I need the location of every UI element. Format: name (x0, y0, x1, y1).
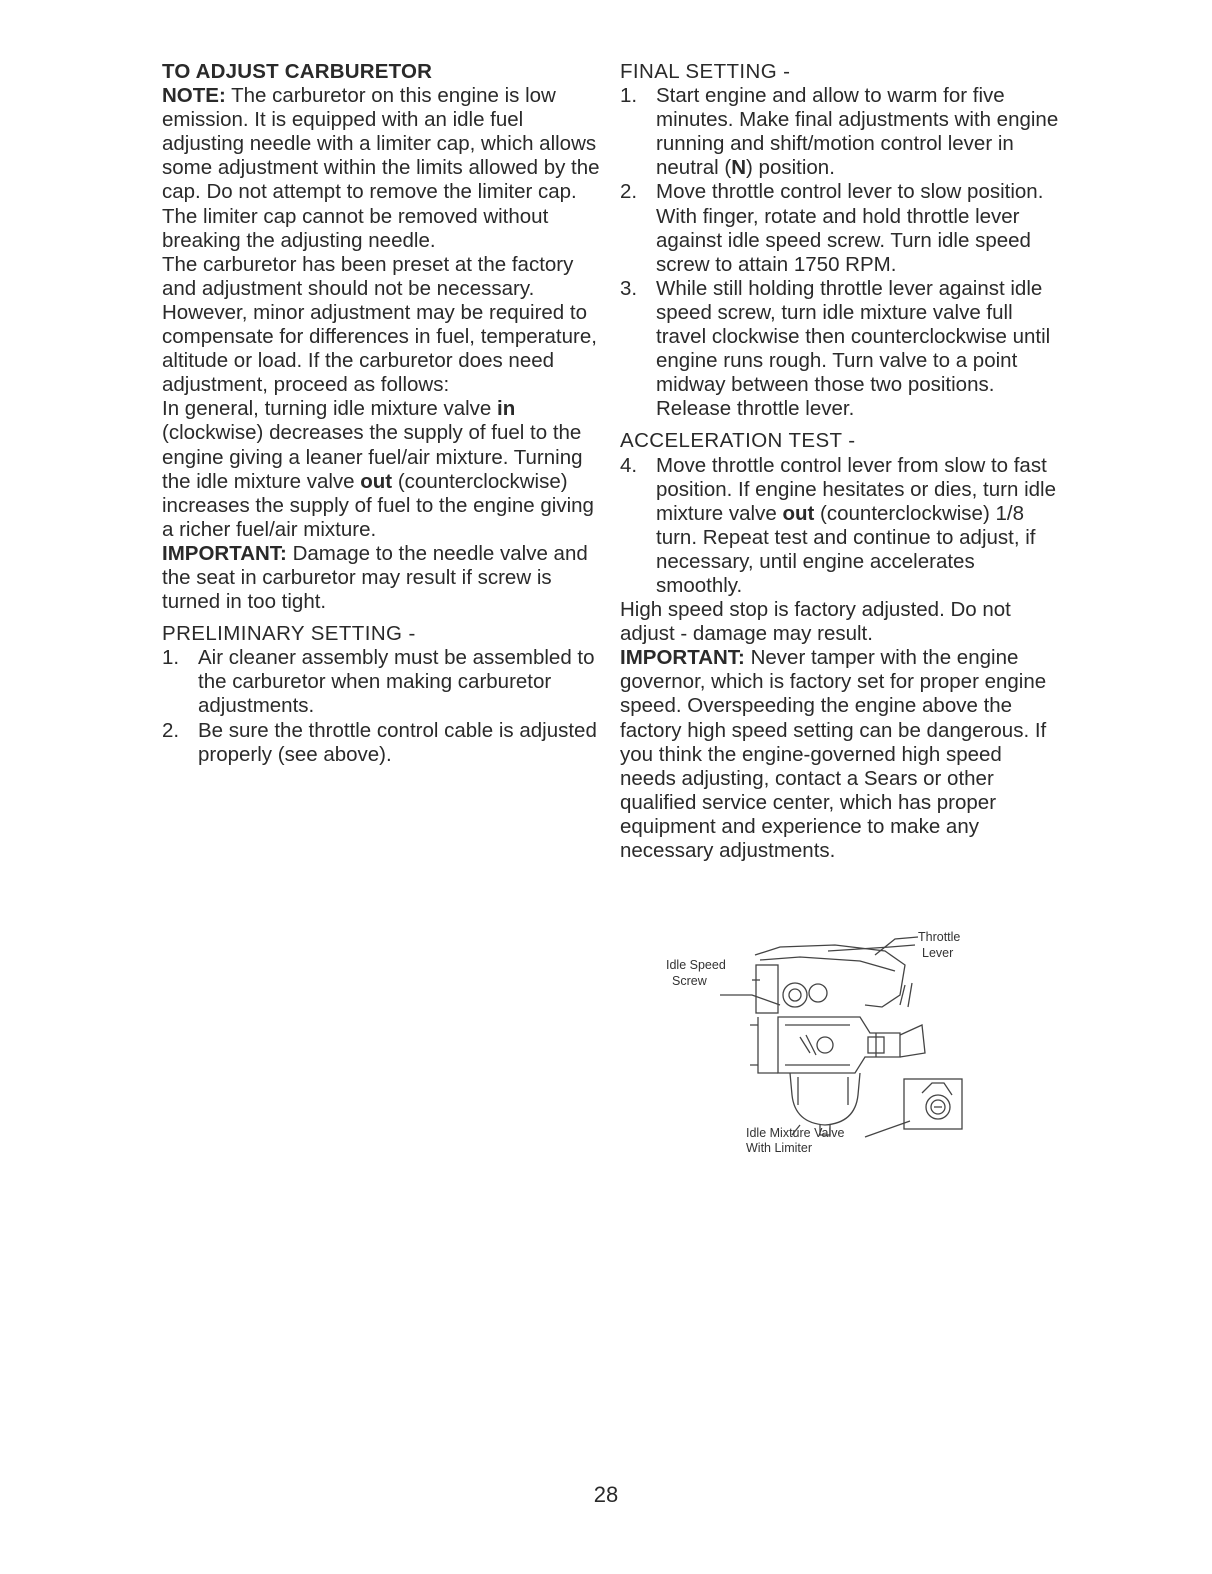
step-number: 4. (620, 453, 638, 477)
step-text: Be sure the throttle control cable is adjusted properly (see above). (198, 718, 597, 766)
step-text: Air cleaner assembly must be assembled to the carburetor when making carburetor adjustments. (198, 646, 595, 718)
final-setting-steps (620, 84, 1060, 421)
out-emphasis: out (782, 501, 815, 525)
step-text: (counterclockwise) 1/8 turn. Repeat test and continue to adjust, if necessary, until engine accelerates smoothly. (656, 501, 1036, 597)
final-setting-heading: FINAL SETTING - (620, 60, 791, 83)
important-paragraph (162, 542, 600, 614)
section-title: TO ADJUST CARBURETOR (162, 60, 433, 83)
important-text: Never tamper with the engine governor, which is factory set for proper engine speed. Overspeeding the engine above the factory high speed setting can be dangerous. If you think the engine-governed high speed needs adjusting, contact a Sears or other qualified service center, which has proper equipment and experience to make any necessary adjustments. (620, 646, 1047, 862)
list-item (620, 277, 1060, 422)
idle-speed-screw-label-line1: Idle Speed (666, 958, 726, 972)
carburetor-illustration (720, 937, 962, 1137)
list-item (162, 646, 600, 718)
general-text-a: In general, turning idle mixture valve (162, 397, 498, 421)
throttle-lever-label-line1: Throttle (918, 930, 961, 944)
idle-mixture-valve-label-line2: With Limiter (746, 1141, 812, 1155)
step-text: Start engine and allow to warm for five minutes. Make final adjustments with engine running and shift/motion control lever in neutral ( (656, 84, 1059, 180)
list-item (620, 454, 1060, 599)
step-number: 1. (162, 646, 180, 670)
general-out: out (360, 469, 393, 493)
step-text: Move throttle control lever from slow to fast position. If engine hesitates or dies, turn idle mixture valve (656, 453, 1056, 525)
carburetor-figure (660, 925, 980, 1165)
acceleration-test-heading: ACCELERATION TEST - (620, 429, 856, 453)
step-text: While still holding throttle lever against idle speed screw, turn idle mixture valve full travel clockwise then counterclockwise until engine runs rough. Turn valve to a point midway between those two positions. Release throttle lever. (656, 276, 1051, 421)
general-in: in (497, 397, 516, 421)
list-item (162, 719, 600, 767)
general-text-c: (counterclockwise) increases the supply of fuel to the engine giving a richer fuel/air mixture. (162, 469, 594, 541)
step-number: 2. (162, 718, 180, 742)
step-number: 3. (620, 276, 638, 300)
preset-paragraph: The carburetor has been preset at the factory and adjustment should not be necessary. However, minor adjustment may be required to compensate for differences in fuel, temperature, altitude or load. If the carburetor does need adjustment, proceed as follows: (162, 252, 597, 397)
left-column (162, 60, 600, 767)
right-column (620, 60, 1060, 863)
step-number: 2. (620, 180, 638, 204)
idle-mixture-valve-label-line1: Idle Mixture Valve (746, 1126, 845, 1140)
preliminary-heading: PRELIMINARY SETTING - (162, 622, 416, 646)
note-text: The carburetor on this engine is low emission. It is equipped with an idle fuel adjusting needle with a limiter cap, which allows some adjustment within the limits allowed by the cap. Do not attempt to remove the limiter cap. The limiter cap cannot be removed without breaking the adjusting needle. (162, 84, 600, 252)
throttle-lever-label-line2: Lever (922, 946, 954, 960)
step-text: Move throttle control lever to slow position. With finger, rotate and hold throttle lever against idle speed screw. Turn idle speed screw to attain 1750 RPM. (656, 180, 1044, 276)
note-paragraph (162, 84, 600, 253)
list-item (620, 180, 1060, 276)
preliminary-steps (162, 646, 600, 766)
important-text: Damage to the needle valve and the seat in carburetor may result if screw is turned in too tight. (162, 541, 588, 614)
idle-speed-screw-label-line2: Screw (672, 974, 707, 988)
important-label: IMPORTANT: (162, 541, 287, 565)
list-item (620, 84, 1060, 180)
step-text: ) position. (746, 156, 835, 180)
governor-important-paragraph (620, 646, 1060, 863)
neutral-symbol: N (731, 156, 747, 180)
general-paragraph (162, 397, 600, 542)
important-label: IMPORTANT: (620, 646, 745, 670)
note-label: NOTE: (162, 84, 226, 108)
step-number: 1. (620, 84, 638, 108)
acceleration-steps (620, 454, 1060, 599)
general-text-b: (clockwise) decreases the supply of fuel to the engine giving a leaner fuel/air mixture. Turning the idle mixture valve (162, 421, 583, 493)
page-number: 28 (593, 1482, 619, 1507)
high-speed-paragraph: High speed stop is factory adjusted. Do not adjust - damage may result. (620, 598, 1011, 646)
